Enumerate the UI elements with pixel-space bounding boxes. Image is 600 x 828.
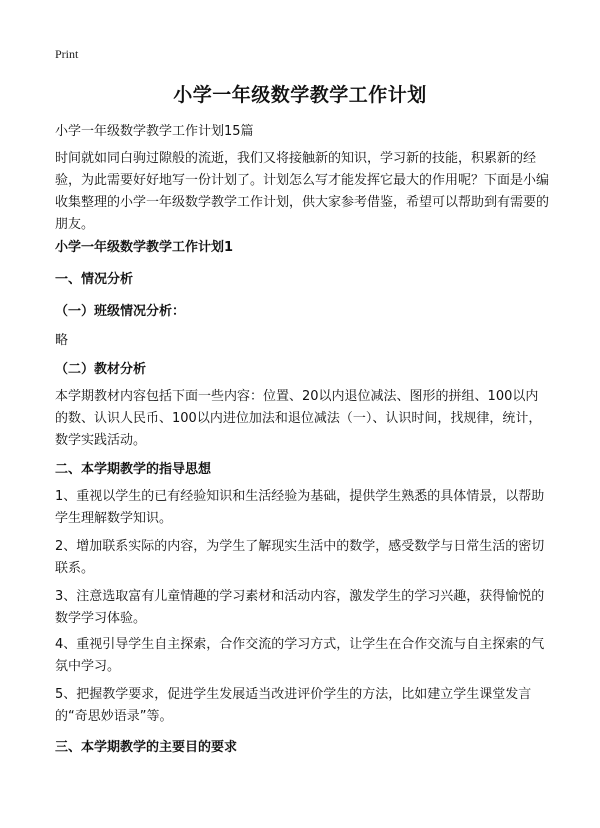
guiding-item: 5、把握教学要求，促进学生发展适当改进评价学生的方法，比如建立学生课堂发言的“奇思妙语录”等。 <box>55 687 532 724</box>
intro-paragraph: 时间就如同白驹过隙般的流逝，我们又将接触新的知识，学习新的技能，积累新的经验，为此需要好好地写一份计划了。计划怎么写才能发挥它最大的作用呢？下面是小编收集整理的小学一年级数学教学工作计划，供大家参考借鉴，希望可以帮助到有需要的朋友。 <box>55 151 550 232</box>
class-analysis-text: 略 <box>55 333 69 348</box>
print-link[interactable]: Print <box>55 47 79 61</box>
subheading-material-analysis: （二）教材分析 <box>55 362 147 377</box>
section-heading-main-goals: 三、本学期教学的主要目的要求 <box>55 740 238 755</box>
subheading-class-analysis: （一）班级情况分析： <box>55 304 186 319</box>
section-heading-situation-analysis: 一、情况分析 <box>55 272 134 287</box>
document-title: 小学一年级数学教学工作计划 <box>173 84 427 106</box>
guiding-item: 2、增加联系实际的内容，为学生了解现实生活中的数学，感受数学与日常生活的密切联系。 <box>55 539 545 576</box>
document-subtitle: 小学一年级数学教学工作计划15篇 <box>55 124 254 139</box>
material-analysis-text: 本学期教材内容包括下面一些内容：位置、20以内退位减法、图形的拼组、100以内的数、认识人民币、100以内进位加法和退位减法（一）、认识时间，找规律，统计，数学实践活动。 <box>55 389 542 448</box>
section-heading-guiding-thought: 二、本学期教学的指导思想 <box>55 462 212 477</box>
guiding-item: 3、注意选取富有儿童情趣的学习素材和活动内容，激发学生的学习兴趣，获得愉悦的数学学习体验。 <box>55 589 545 626</box>
plan-heading: 小学一年级数学教学工作计划1 <box>55 240 234 255</box>
guiding-item: 1、重视以学生的已有经验知识和生活经验为基础，提供学生熟悉的具体情景，以帮助学生理解数学知识。 <box>55 489 545 526</box>
guiding-item: 4、重视引导学生自主探索，合作交流的学习方式，让学生在合作交流与自主探索的气氛中学习。 <box>55 637 545 674</box>
